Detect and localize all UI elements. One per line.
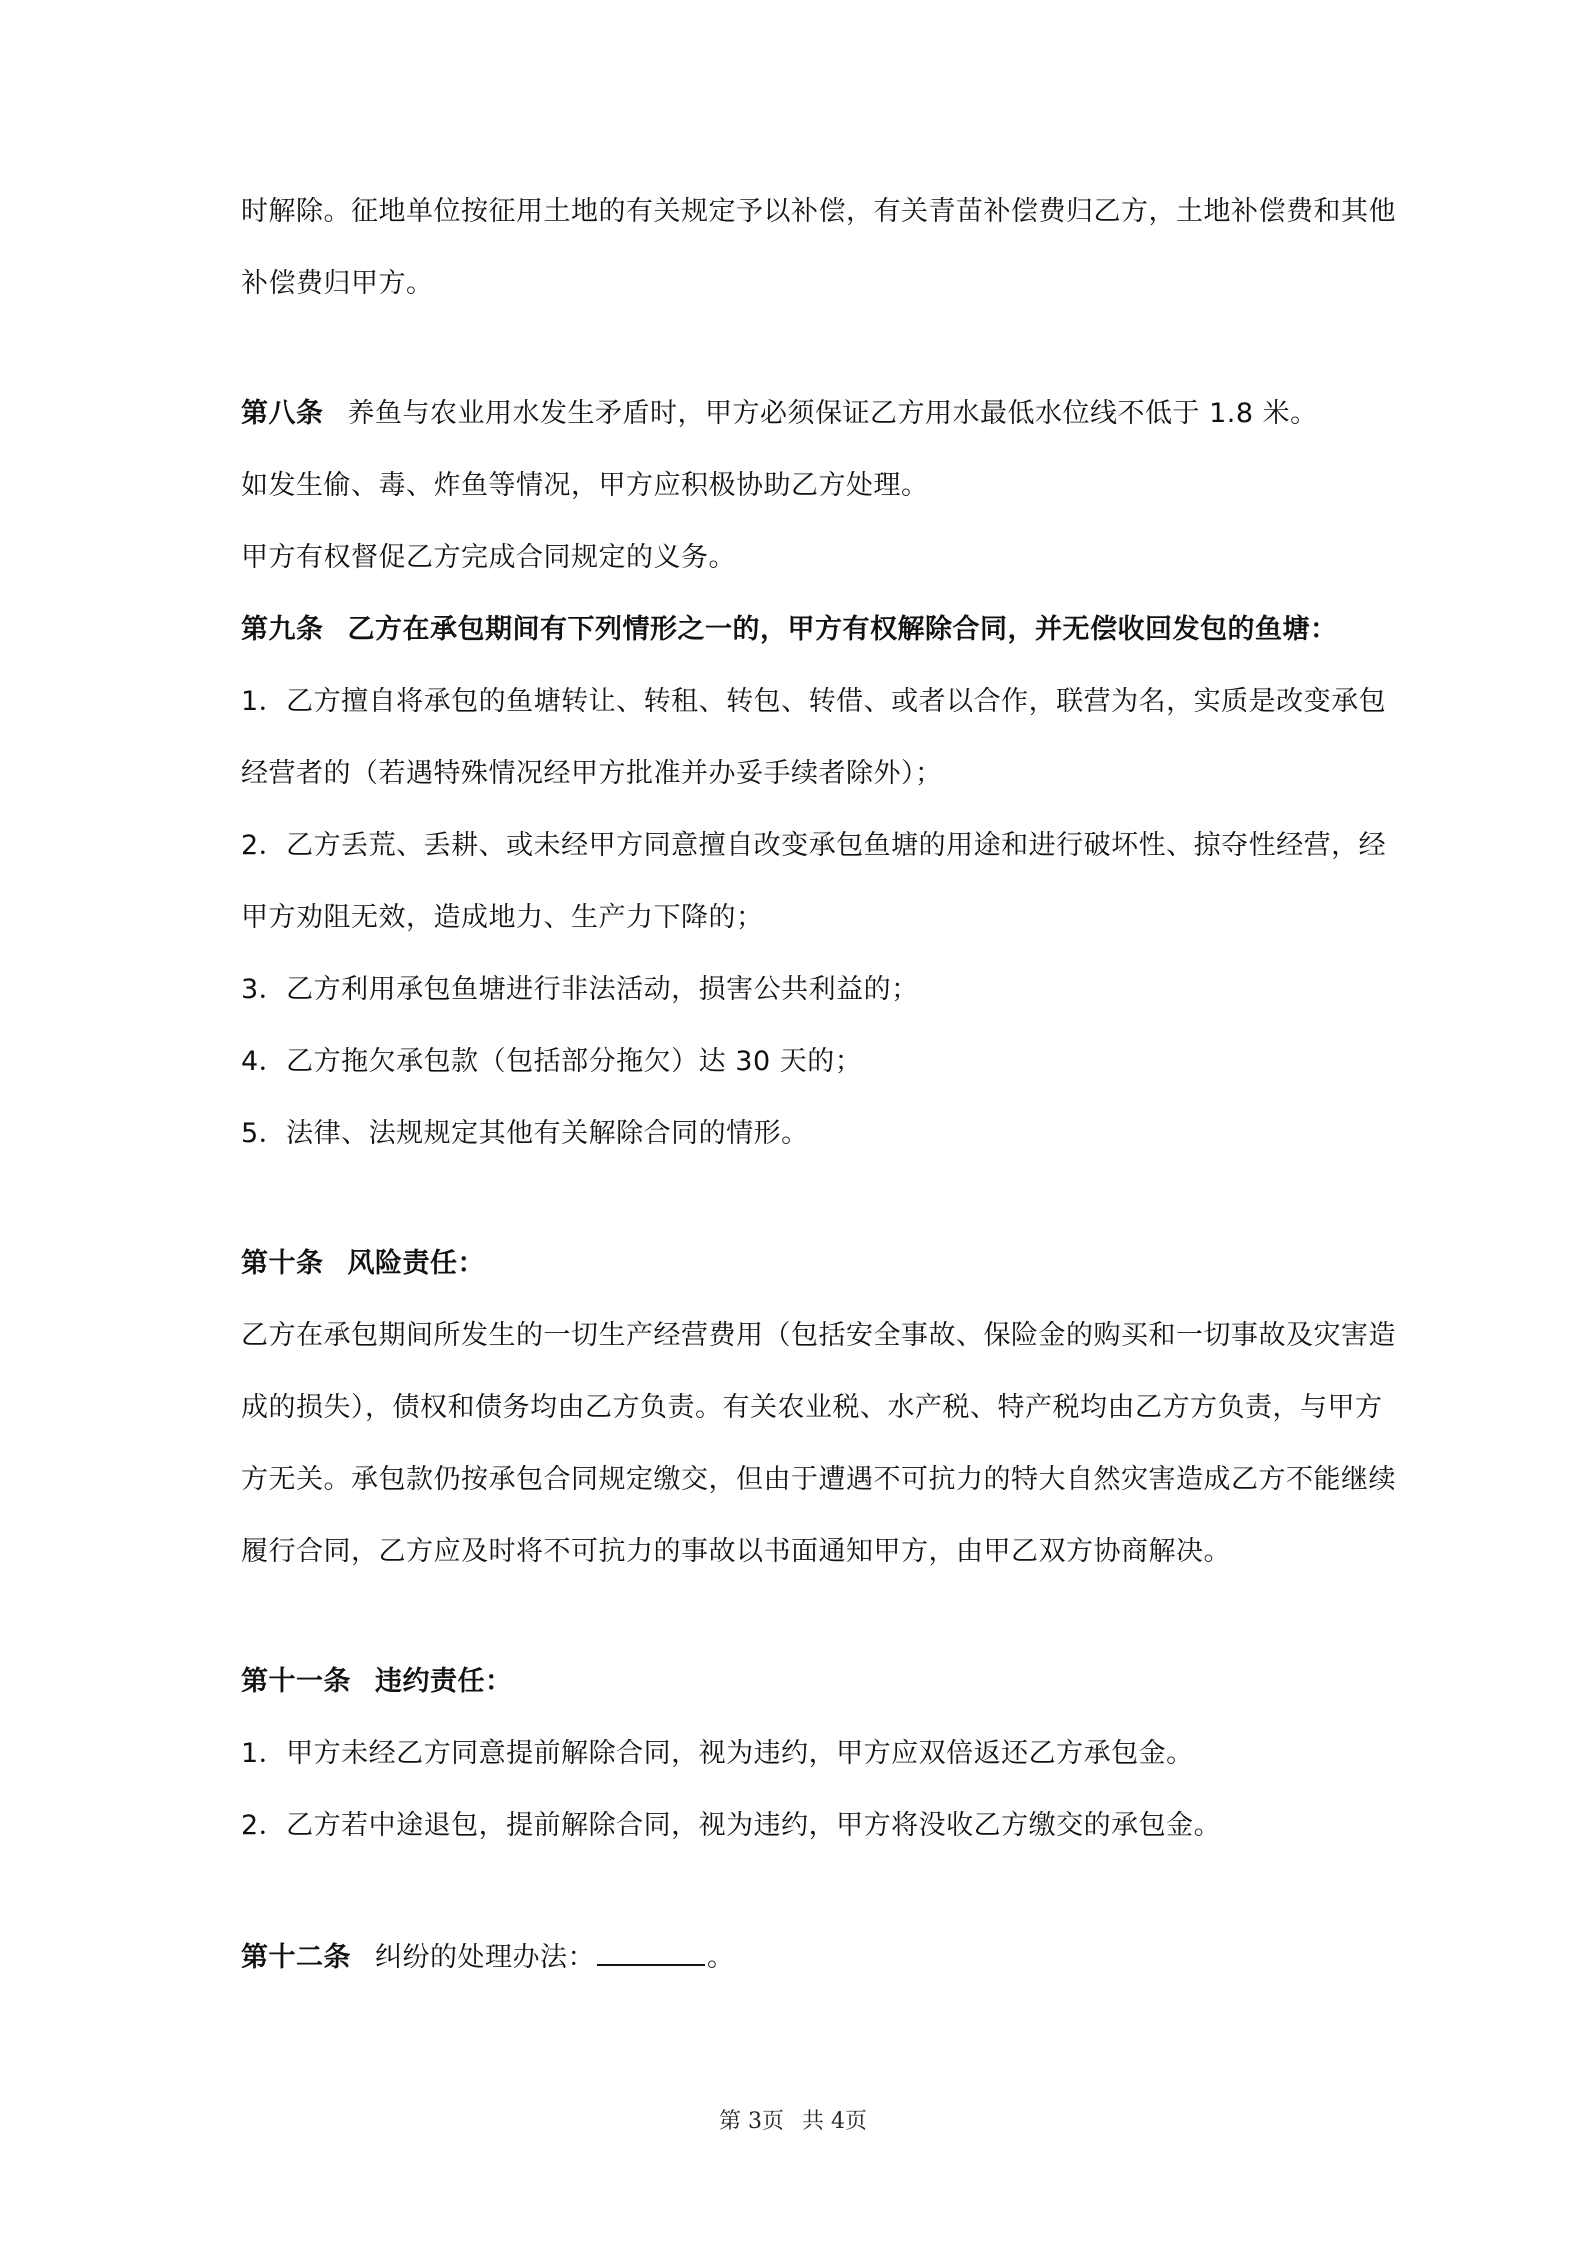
article-9-item: 3．乙方利用承包鱼塘进行非法活动，损害公共利益的； (241, 974, 919, 1005)
article-8-text: 养鱼与农业用水发生矛盾时，甲方必须保证乙方用水最低水位线不低于 1.8 米。 (347, 398, 1318, 429)
page-number: 第 3页 (719, 2109, 784, 2134)
article-12-title: 纠纷的处理办法： (375, 1942, 595, 1973)
article-11-title: 违约责任： (375, 1666, 513, 1697)
article-10-label: 第十条 (241, 1248, 324, 1279)
article-10-line: 方无关。承包款仍按承包合同规定缴交，但由于遭遇不可抗力的特大自然灾害造成乙方不能继续 (241, 1464, 1396, 1495)
article-11-item: 1．甲方未经乙方同意提前解除合同，视为违约，甲方应双倍返还乙方承包金。 (241, 1738, 1194, 1769)
article-8-line: 如发生偷、毒、炸鱼等情况，甲方应积极协助乙方处理。 (241, 470, 929, 501)
article-9-item: 4．乙方拖欠承包款（包括部分拖欠）达 30 天的； (241, 1046, 863, 1077)
article-12-label: 第十二条 (241, 1942, 351, 1973)
article-9-item: 甲方劝阻无效，造成地力、生产力下降的； (241, 902, 764, 933)
article-9-label: 第九条 (241, 614, 324, 645)
article-9-text: 乙方在承包期间有下列情形之一的，甲方有权解除合同，并无偿收回发包的鱼塘： (347, 614, 1338, 645)
article-8-label: 第八条 (241, 398, 324, 429)
article-10-line: 成的损失），债权和债务均由乙方负责。有关农业税、水产税、特产税均由乙方方负责，与甲方 (241, 1392, 1383, 1423)
article-10-line: 乙方在承包期间所发生的一切生产经营费用（包括安全事故、保险金的购买和一切事故及灾害造 (241, 1320, 1396, 1351)
article-12-end: 。 (707, 1942, 735, 1973)
article-11-heading (241, 1664, 1361, 1700)
article-8-line: 甲方有权督促乙方完成合同规定的义务。 (241, 542, 736, 573)
article-10-heading (241, 1246, 1361, 1282)
article-9-heading (241, 612, 1361, 648)
article-10-title: 风险责任： (347, 1248, 485, 1279)
article-9-item: 5．法律、法规规定其他有关解除合同的情形。 (241, 1118, 809, 1149)
article-9-item: 1．乙方擅自将承包的鱼塘转让、转租、转包、转借、或者以合作，联营为名，实质是改变承包 (241, 686, 1387, 717)
article-8-heading (241, 396, 1361, 432)
article-10-line: 履行合同，乙方应及时将不可抗力的事故以书面通知甲方，由甲乙双方协商解决。 (241, 1536, 1231, 1567)
article-11-label: 第十一条 (241, 1666, 351, 1697)
article-9-item: 2．乙方丢荒、丢耕、或未经甲方同意擅自改变承包鱼塘的用途和进行破坏性、掠夺性经营，经 (241, 830, 1387, 861)
article-9-item: 经营者的（若遇特殊情况经甲方批准并办妥手续者除外）； (241, 758, 943, 789)
page-total: 共 4页 (802, 2109, 867, 2134)
article-12-heading (241, 1938, 1361, 1976)
paragraph-line: 补偿费归甲方。 (241, 268, 434, 299)
paragraph-line: 时解除。征地单位按征用土地的有关规定予以补偿，有关青苗补偿费归乙方，土地补偿费和其他 (241, 196, 1396, 227)
fill-in-blank[interactable] (597, 1938, 705, 1966)
page-footer (0, 2107, 1586, 2137)
article-11-item: 2．乙方若中途退包，提前解除合同，视为违约，甲方将没收乙方缴交的承包金。 (241, 1810, 1222, 1841)
